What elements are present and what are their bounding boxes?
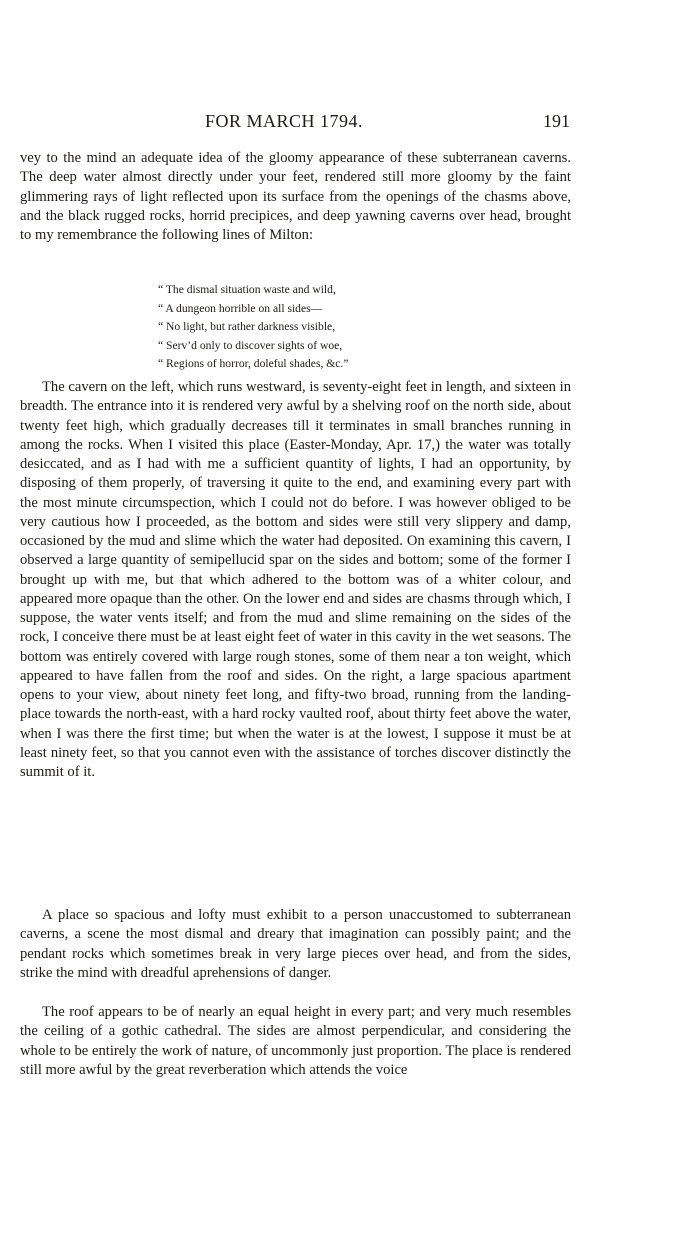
intro-paragraph: vey to the mind an adequate idea of the gloomy appearance of these subterranean caverns. The deep water almost directly under your feet, rendered still more gloomy by the faint glimmering rays of light reflected upon its surface from the openings of the chasms above, and the black rugged rocks, horrid precipices, and deep yawning caverns over head, brought to my remembrance the following lines of Milton: [20,150,571,243]
quote-line: “ A dungeon horrible on all sides— [158,301,323,315]
spacious-paragraph: A place so spacious and lofty must exhibit to a person unaccustomed to subterranean caverns, a scene the most dismal and dreary that imagination can possibly paint; and the pendant rocks which sometimes break in very large pieces over head, and from the sides, strike the mind with dreadful aprehensions of danger. [20,907,571,981]
quote-line: “ The dismal situation waste and wild, [158,283,336,296]
quote-line: “ Regions of horror, doleful shades, &c.” [158,357,349,371]
milton-quote [158,281,478,374]
quote-line: “ Serv’d only to discover sights of woe, [158,338,343,352]
page-header [20,111,570,137]
roof-paragraph: The roof appears to be of nearly an equal height in every part; and very much resembles the ceiling of a gothic cathedral. The sides are almost perpendicular, and considering the whole to be entirely the work of nature, of uncommonly just proportion. The place is rendered still more awful by the great reverberation which attends the voice [20,1004,571,1078]
running-head: FOR MARCH 1794. [205,111,364,131]
page-number: 191 [543,111,570,131]
quote-line: “ No light, but rather darkness visible, [158,320,336,334]
cavern-paragraph: The cavern on the left, which runs westward, is seventy-eight feet in length, and sixteen in breadth. The entrance into it is rendered very awful by a shelving roof on the north side, about twenty feet high, which gradually decreases till it terminates in small branches running in among the rocks. When I visited this place (Easter-Monday, Apr. 17,) the water was totally desiccated, and as I had with me a sufficient quantity of lights, I had an opportunity, by disposing of them properly, of traversing it quite to the end, and examining every part with the most minute circumspection, which I could not do before. I was however obliged to be very cautious how I proceeded, as the bottom and sides were still very slippery and damp, occasioned by the mud and slime which the water had deposited. On examining this cavern, I observed a large quantity of semipellucid spar on the sides and bottom; some of the former I brought up with me, but that which adhered to the bottom was of a whiter colour, and appeared more opaque than the other. On the lower end and sides are chasms through which, I suppose, the water vents itself; and from the mud and slime remaining on the sides of the rock, I conceive there must be at least eight feet of water in this cavity in the wet seasons. The bottom was entirely covered with large rough stones, some of them near a ton weight, which appeared to have fallen from the roof and sides. On the right, a large spacious apartment opens to your view, about ninety feet long, and fifty-two broad, running from the landing-place towards the north-east, with a hard rocky vaulted roof, about thirty feet above the water, when I was there the first time; but when the water is at the lowest, I suppose it must be at least ninety feet, so that you cannot even with the assistance of torches discover distinctly the summit of it. [20,379,571,780]
